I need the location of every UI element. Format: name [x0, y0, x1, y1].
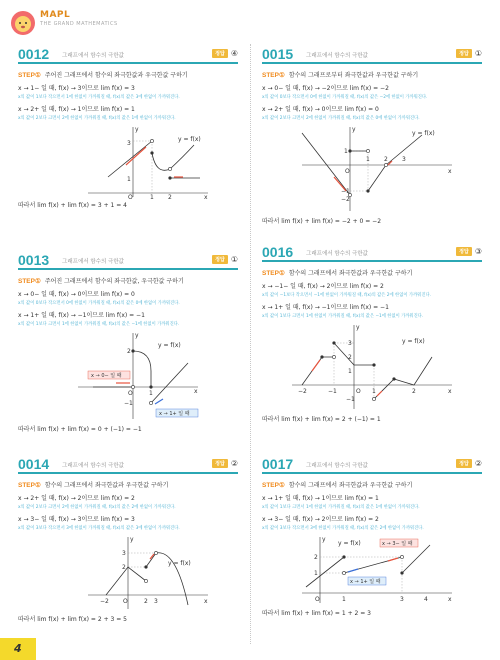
- answer-box: [212, 49, 238, 58]
- graph-label: y = f(x): [168, 560, 191, 567]
- answer-box: [456, 49, 482, 58]
- solution-note: x의 값이 0보다 작으면서 0에 한없이 가까워질 때, f(x)의 값은 −2에 한없이 가까워진다.: [262, 95, 428, 100]
- solution-note: x의 값이 0보다 작으면서 0에 한없이 가까워질 때, f(x)의 값은 0에 한없이 가까워진다.: [18, 301, 180, 306]
- svg-text:3: 3: [122, 550, 126, 557]
- solution-note: x의 값이 2보다 크면서 2에 한없이 가까워질 때, f(x)의 값은 2에 한없이 가까워진다.: [18, 505, 176, 510]
- svg-text:1: 1: [344, 148, 348, 155]
- function-graph: [18, 331, 238, 421]
- step-title: 함수의 그래프에서 좌극한값과 우극한값 구하기: [288, 270, 413, 277]
- solution-note: x의 값이 −1보다 작으면서 −1에 한없이 가까워질 때, f(x)의 값은 2에 한없이 가까워진다.: [262, 293, 431, 298]
- svg-text:−1: −1: [341, 188, 350, 195]
- step-title: 주어진 그래프에서 함수의 좌극한값, 우극한값 구하기: [44, 278, 184, 285]
- function-graph: [262, 125, 482, 213]
- step-row: [18, 480, 238, 489]
- step-title: 함수의 그래프에서 좌극한값과 우극한값 구하기: [44, 482, 169, 489]
- svg-text:y: y: [352, 126, 356, 133]
- problem-header: [262, 456, 482, 474]
- answer-value: ①: [474, 49, 482, 58]
- svg-text:3: 3: [154, 598, 158, 605]
- problem-0013: [18, 252, 238, 433]
- answer-tag: 정답: [212, 255, 228, 264]
- column-divider: [250, 44, 251, 644]
- svg-text:1: 1: [342, 596, 346, 603]
- problem-header: [18, 456, 238, 474]
- solution-note: x의 값이 3보다 작으면서 3에 한없이 가까워질 때, f(x)의 값은 3에 한없이 가까워진다.: [18, 526, 180, 531]
- svg-text:2: 2: [314, 554, 318, 561]
- solution-line: x → 2+ 일 때, f(x) → 1이므로 lim f(x) = 1: [18, 106, 135, 113]
- solution-note: x의 값이 3보다 작으면서 3에 한없이 가까워질 때, f(x)의 값은 2에 한없이 가까워진다.: [262, 526, 424, 531]
- svg-text:−1: −1: [124, 400, 133, 407]
- problem-number: 0017: [262, 456, 294, 472]
- problem-topic: 그래프에서 함수의 극한값: [306, 463, 368, 469]
- solution-note: x의 값이 1보다 크면서 1에 한없이 가까워질 때, f(x)의 값은 −1에 한없이 가까워진다.: [262, 314, 424, 319]
- svg-text:x: x: [204, 598, 208, 605]
- step-row: [18, 276, 238, 285]
- svg-text:3: 3: [127, 140, 131, 147]
- svg-text:1: 1: [366, 156, 370, 163]
- solution-line: x → 3− 일 때, f(x) → 2이므로 lim f(x) = 2: [262, 516, 379, 523]
- step-label: STEP①: [262, 71, 285, 79]
- problem-topic: 그래프에서 함수의 극한값: [306, 251, 368, 257]
- problem-header: [18, 252, 238, 270]
- conclusion: 따라서 lim f(x) + lim f(x) = 3 + 1 = 4: [18, 202, 127, 209]
- svg-text:2: 2: [144, 598, 148, 605]
- step-label: STEP①: [262, 481, 285, 489]
- graph-label: y = f(x): [178, 136, 201, 143]
- svg-text:3: 3: [400, 596, 404, 603]
- svg-text:y: y: [135, 126, 139, 133]
- solution-line: x → 1+ 일 때, f(x) → −1이므로 lim f(x) = −1: [18, 312, 145, 319]
- svg-text:y: y: [135, 332, 139, 339]
- solution-line: x → 0− 일 때, f(x) → −2이므로 lim f(x) = −2: [262, 85, 389, 92]
- svg-text:2: 2: [122, 564, 126, 571]
- svg-text:O: O: [345, 168, 350, 175]
- step-label: STEP①: [18, 71, 41, 79]
- svg-text:3: 3: [348, 340, 352, 347]
- svg-text:y: y: [322, 536, 326, 543]
- problem-number: 0013: [18, 252, 50, 268]
- problem-topic: 그래프에서 함수의 극한값: [62, 259, 124, 265]
- problem-0016: [262, 244, 482, 423]
- problem-topic: 그래프에서 함수의 극한값: [306, 53, 368, 59]
- answer-box: [456, 459, 482, 468]
- step-row: [18, 70, 238, 79]
- answer-tag: 정답: [212, 459, 228, 468]
- svg-text:O: O: [128, 390, 133, 397]
- conclusion: 따라서 lim f(x) + lim f(x) = 2 + (−1) = 1: [262, 416, 381, 423]
- svg-text:1: 1: [372, 388, 376, 395]
- problem-topic: 그래프에서 함수의 극한값: [62, 463, 124, 469]
- svg-text:2: 2: [412, 388, 416, 395]
- problem-header: [262, 244, 482, 262]
- solution-line: x → 0− 일 때, f(x) → 0이므로 lim f(x) = 0: [18, 291, 135, 298]
- conclusion: 따라서 lim f(x) + lim f(x) = −2 + 0 = −2: [262, 218, 382, 225]
- conclusion: 따라서 lim f(x) + lim f(x) = 0 + (−1) = −1: [18, 426, 142, 433]
- solution-line: x → 1+ 일 때, f(x) → 1이므로 lim f(x) = 1: [262, 495, 379, 502]
- answer-value: ②: [474, 459, 482, 468]
- svg-text:2: 2: [127, 348, 131, 355]
- callout-left: x → 1+ 일 때: [350, 579, 381, 585]
- problem-number: 0015: [262, 46, 294, 62]
- function-graph: [18, 535, 238, 611]
- step-title: 함수의 그래프에서 좌극한값과 우극한값 구하기: [288, 482, 413, 489]
- problem-number: 0014: [18, 456, 50, 472]
- solution-note: x의 값이 1보다 작으면서 1에 한없이 가까워질 때, f(x)의 값은 3에 한없이 가까워진다.: [18, 95, 180, 100]
- brand-name: MAPL: [40, 10, 71, 20]
- solution-note: x의 값이 2보다 크면서 2에 한없이 가까워질 때, f(x)의 값은 0에 한없이 가까워진다.: [262, 116, 420, 121]
- answer-tag: 정답: [456, 49, 472, 58]
- answer-box: [212, 255, 238, 264]
- svg-text:O: O: [315, 596, 320, 603]
- svg-text:−1: −1: [328, 388, 337, 395]
- svg-text:1: 1: [127, 176, 131, 183]
- conclusion: 따라서 lim f(x) + lim f(x) = 1 + 2 = 3: [262, 610, 371, 617]
- function-graph: [262, 535, 482, 605]
- function-graph: [18, 125, 238, 201]
- callout-right: x → 1+ 일 때: [159, 411, 190, 417]
- answer-value: ④: [230, 49, 238, 58]
- svg-text:4: 4: [424, 596, 428, 603]
- brand-subtitle: THE GRAND MATHEMATICS: [40, 21, 118, 27]
- problem-0014: [18, 456, 238, 623]
- svg-text:O: O: [123, 598, 128, 605]
- svg-text:1: 1: [348, 368, 352, 375]
- lion-logo-icon: [10, 10, 36, 36]
- step-row: [262, 70, 482, 79]
- solution-note: x의 값이 1보다 크면서 1에 한없이 가까워질 때, f(x)의 값은 −1에 한없이 가까워진다.: [18, 322, 180, 327]
- problem-header: [18, 46, 238, 64]
- function-graph: [262, 323, 482, 411]
- svg-text:−1: −1: [346, 396, 355, 403]
- answer-value: ③: [474, 247, 482, 256]
- answer-box: [456, 247, 482, 256]
- graph-label: y = f(x): [158, 342, 181, 349]
- answer-tag: 정답: [212, 49, 228, 58]
- problem-0015: [262, 46, 482, 225]
- problem-number: 0012: [18, 46, 50, 62]
- step-label: STEP①: [18, 481, 41, 489]
- svg-text:x: x: [194, 388, 198, 395]
- svg-text:y: y: [130, 536, 134, 543]
- step-label: STEP①: [262, 269, 285, 277]
- svg-text:−2: −2: [298, 388, 307, 395]
- answer-tag: 정답: [456, 459, 472, 468]
- svg-text:x: x: [204, 194, 208, 201]
- svg-text:−2: −2: [341, 196, 350, 203]
- graph-label: y = f(x): [402, 338, 425, 345]
- step-row: [262, 480, 482, 489]
- problem-0012: [18, 46, 238, 209]
- conclusion: 따라서 lim f(x) + lim f(x) = 2 + 3 = 5: [18, 616, 127, 623]
- solution-line: x → 1+ 일 때, f(x) → −1이므로 lim f(x) = −1: [262, 304, 389, 311]
- solution-note: x의 값이 2보다 크면서 2에 한없이 가까워질 때, f(x)의 값은 1에 한없이 가까워진다.: [18, 116, 176, 121]
- svg-text:x: x: [448, 168, 452, 175]
- svg-text:1: 1: [150, 194, 154, 201]
- svg-text:2: 2: [384, 156, 388, 163]
- solution-line: x → 1− 일 때, f(x) → 3이므로 lim f(x) = 3: [18, 85, 135, 92]
- step-label: STEP①: [18, 277, 41, 285]
- svg-text:1: 1: [314, 570, 318, 577]
- svg-text:2: 2: [348, 354, 352, 361]
- solution-line: x → 2+ 일 때, f(x) → 0이므로 lim f(x) = 0: [262, 106, 379, 113]
- svg-text:x: x: [448, 388, 452, 395]
- answer-tag: 정답: [456, 247, 472, 256]
- answer-value: ②: [230, 459, 238, 468]
- step-title: 함수의 그래프로부터 좌극한값과 우극한값 구하기: [288, 72, 419, 79]
- solution-line: x → −1− 일 때, f(x) → 2이므로 lim f(x) = 2: [262, 283, 384, 290]
- svg-text:2: 2: [168, 194, 172, 201]
- step-title: 주어진 그래프에서 함수의 좌극한값과 우극한값 구하기: [44, 72, 188, 79]
- problem-topic: 그래프에서 함수의 극한값: [62, 53, 124, 59]
- svg-text:O: O: [356, 388, 361, 395]
- callout-left: x → 0− 일 때: [91, 373, 122, 379]
- svg-text:O: O: [128, 194, 133, 201]
- svg-text:x: x: [448, 596, 452, 603]
- step-row: [262, 268, 482, 277]
- svg-text:y: y: [356, 324, 360, 331]
- solution-note: x의 값이 1보다 크면서 1에 한없이 가까워질 때, f(x)의 값은 1에 한없이 가까워진다.: [262, 505, 420, 510]
- solution-line: x → 3− 일 때, f(x) → 3이므로 lim f(x) = 3: [18, 516, 135, 523]
- solution-line: x → 2+ 일 때, f(x) → 2이므로 lim f(x) = 2: [18, 495, 135, 502]
- problem-number: 0016: [262, 244, 294, 260]
- svg-text:−2: −2: [100, 598, 109, 605]
- answer-value: ①: [230, 255, 238, 264]
- answer-box: [212, 459, 238, 468]
- svg-text:3: 3: [402, 156, 406, 163]
- graph-label: y = f(x): [412, 130, 435, 137]
- page-number: 4: [14, 642, 22, 655]
- problem-0017: [262, 456, 482, 617]
- svg-text:1: 1: [149, 390, 153, 397]
- problem-header: [262, 46, 482, 64]
- graph-label: y = f(x): [338, 540, 361, 547]
- callout-right: x → 3− 일 때: [382, 541, 413, 547]
